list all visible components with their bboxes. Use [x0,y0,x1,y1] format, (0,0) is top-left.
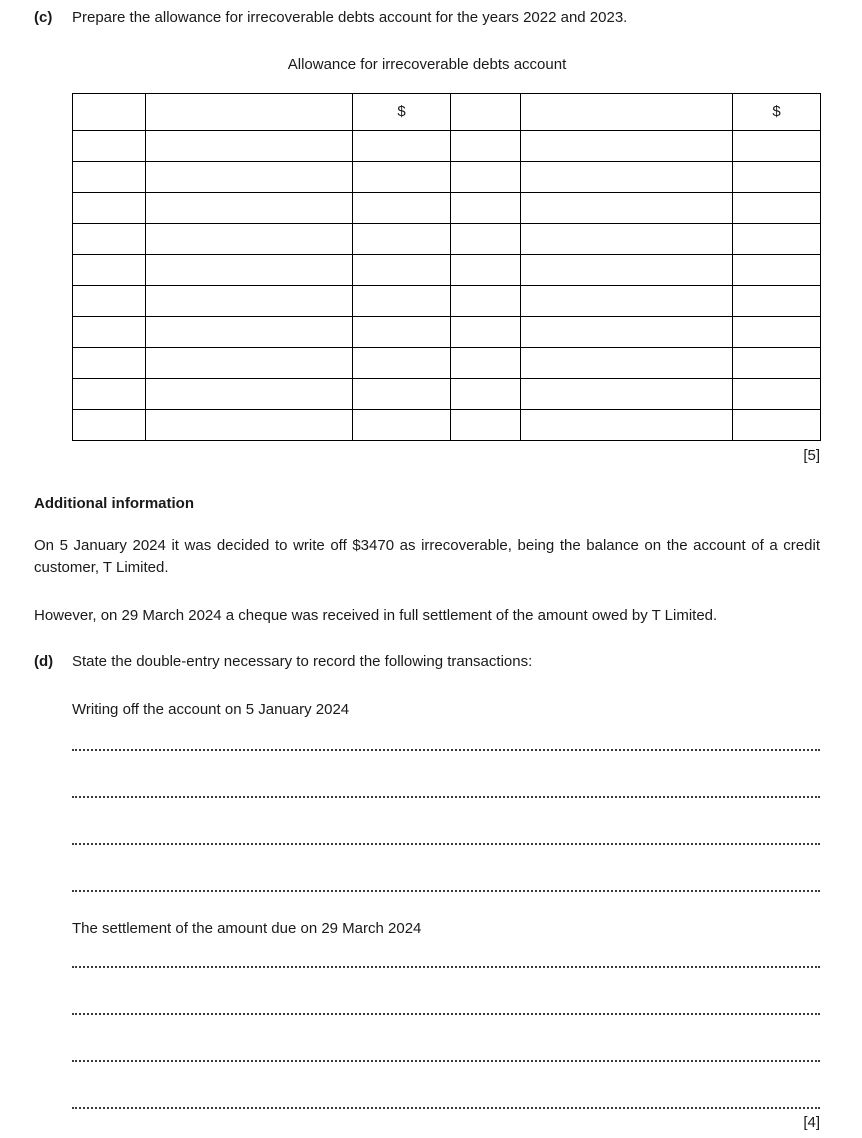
part-d-text: State the double-entry necessary to record the following transactions: [72,653,533,670]
ledger-cell [73,410,146,441]
ledger-cell [146,286,353,317]
ledger-cell [451,224,521,255]
ledger-cell [73,317,146,348]
ledger-cell [733,410,821,441]
ledger-cell [733,286,821,317]
answer-line [72,1062,820,1109]
ledger-row [73,193,821,224]
answer-line [72,751,820,798]
ledger-cell [146,379,353,410]
ledger-cell [521,131,733,162]
ledger-cell [733,162,821,193]
ledger-cell [146,348,353,379]
ledger-header-cell [521,94,733,131]
part-d-marks: [4] [803,1114,820,1131]
account-table-title: Allowance for irrecoverable debts account [287,56,567,73]
part-d-label: (d) [34,653,54,670]
answer-line [72,721,820,751]
ledger-cell [353,255,451,286]
ledger-cell [451,193,521,224]
answer-line [72,940,820,968]
ledger-cell [353,348,451,379]
ledger-cell [521,348,733,379]
ledger-header-cell [146,94,353,131]
ledger-cell [146,193,353,224]
ledger-cell [451,131,521,162]
ledger-cell [73,348,146,379]
credit-currency-header: $ [733,94,821,131]
ledger-cell [73,255,146,286]
ledger-cell [146,410,353,441]
debit-currency-header: $ [353,94,451,131]
part-d-question [34,651,820,673]
transaction-2-label: The settlement of the amount due on 29 March 2024 [72,920,422,937]
ledger-cell [146,255,353,286]
ledger-cell [521,317,733,348]
ledger-cell [146,224,353,255]
additional-information-paragraph: However, on 29 March 2024 a cheque was received in full settlement of the amount owed by T Limited. [34,607,718,624]
ledger-row [73,348,821,379]
ledger-cell [451,286,521,317]
additional-information-heading: Additional information [34,495,194,512]
ledger-cell [733,131,821,162]
ledger-cell [733,193,821,224]
ledger-cell [353,131,451,162]
ledger-cell [353,317,451,348]
ledger-cell [521,286,733,317]
ledger-cell [73,193,146,224]
ledger-cell [733,255,821,286]
transaction-1-label: Writing off the account on 5 January 2024 [72,701,350,718]
ledger-header-cell [451,94,521,131]
ledger-cell [521,193,733,224]
ledger-cell [451,317,521,348]
ledger-cell [146,131,353,162]
ledger-cell [451,162,521,193]
part-c-marks: [5] [803,447,820,464]
answer-line [72,845,820,892]
ledger-row [73,410,821,441]
ledger-cell [733,317,821,348]
answer-line [72,968,820,1015]
ledger-cell [73,379,146,410]
ledger-cell [451,348,521,379]
ledger-cell [451,379,521,410]
ledger-cell [521,255,733,286]
additional-information-paragraph: On 5 January 2024 it was decided to write off $3470 as irrecoverable, being the balance on the account of a credit customer, T Limited. [34,537,820,576]
ledger-row [73,131,821,162]
ledger-cell [353,162,451,193]
ledger-cell [733,348,821,379]
ledger-row [73,286,821,317]
ledger-cell [73,286,146,317]
ledger-cell [73,131,146,162]
ledger-cell [521,410,733,441]
part-c-question [34,7,820,29]
ledger-body [73,94,821,441]
ledger-cell [521,224,733,255]
ledger-row [73,224,821,255]
ledger-cell [521,162,733,193]
ledger-cell [451,410,521,441]
ledger-cell [353,224,451,255]
ledger-cell [146,317,353,348]
ledger-cell [73,224,146,255]
ledger-cell [73,162,146,193]
ledger-cell [353,410,451,441]
ledger-table [72,93,821,441]
ledger-row [73,255,821,286]
transaction-1-answer-lines [72,721,820,892]
part-c-label: (c) [34,9,53,26]
answer-line [72,798,820,845]
ledger-header-row [73,94,821,131]
ledger-row [73,317,821,348]
ledger-row [73,379,821,410]
ledger-cell [733,224,821,255]
part-c-text: Prepare the allowance for irrecoverable debts account for the years 2022 and 2023. [72,9,628,26]
ledger-cell [353,286,451,317]
ledger-row [73,162,821,193]
ledger-cell [521,379,733,410]
ledger-cell [353,379,451,410]
ledger-cell [146,162,353,193]
answer-line [72,1015,820,1062]
ledger-cell [353,193,451,224]
ledger-cell [451,255,521,286]
ledger-cell [733,379,821,410]
ledger-header-cell [73,94,146,131]
transaction-2-answer-lines [72,940,820,1109]
